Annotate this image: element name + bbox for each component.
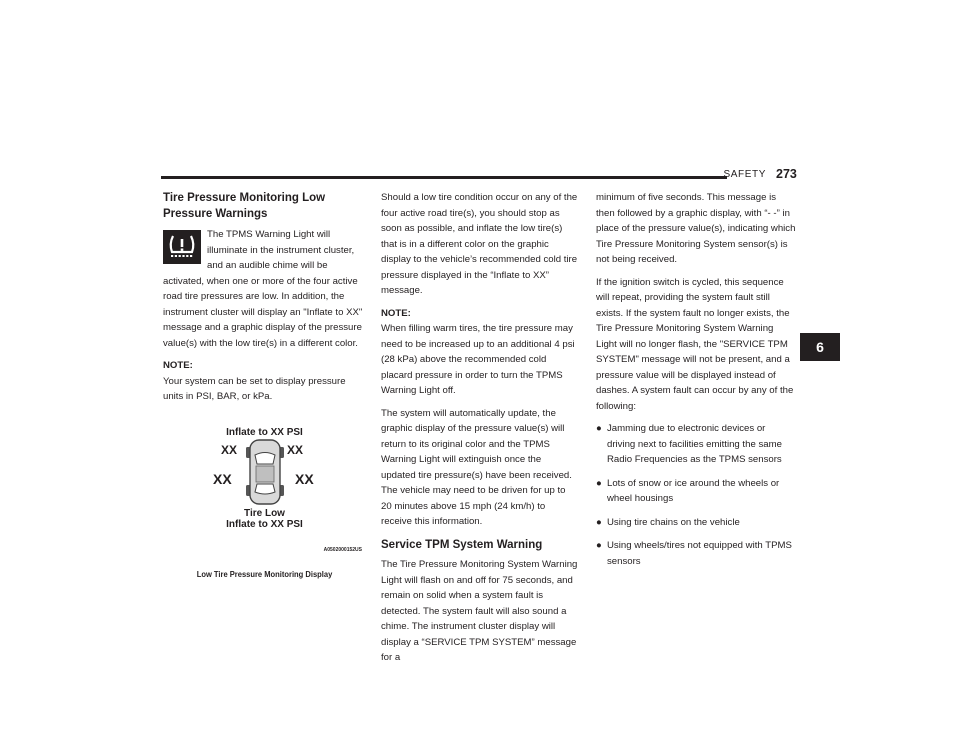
front-left-value: XX bbox=[221, 442, 238, 457]
list-item: ● Using tire chains on the vehicle bbox=[596, 515, 796, 531]
bullet-icon: ● bbox=[596, 423, 602, 434]
note-units bbox=[163, 358, 366, 405]
note-label: NOTE: bbox=[163, 360, 193, 371]
bullet-icon: ● bbox=[596, 540, 602, 551]
note-text: Your system can be set to display pressure units in PSI, BAR, or kPa. bbox=[163, 375, 346, 402]
list-item: ● Lots of snow or ice around the wheels or wheel housings bbox=[596, 477, 780, 504]
figure-caption: Low Tire Pressure Monitoring Display bbox=[196, 568, 333, 579]
paragraph-ignition-cycle: If the ignition switch is cycled, this sequence will repeat, providing the system fault still exists. If the system fault no longer exists, the Tire Pressure Monitoring System Warning Light will no longer flash, the "SERVICE TPM SYSTEM" message will not be present, and a pressure value will be displayed instead of dashes. A system fault can occur by any of the following: bbox=[596, 276, 794, 412]
paragraph-low-tire-condition: Should a low tire condition occur on any of the four active road tire(s), you should stop as soon as possible, and inflate the low tire(s) that is in a different color on the graphic display to the vehicle’s recommended cold tire pressure displayed in the “Inflate to XX” message. bbox=[381, 192, 578, 296]
page-number: 273 bbox=[776, 167, 797, 181]
column-2 bbox=[381, 190, 578, 673]
header-rule bbox=[161, 176, 727, 179]
note-text: When filling warm tires, the tire pressure may need to be increased up to an additional 4 psi (28 kPa) above the recommended cold placard pressure in order to turn the TPMS Warning Light off. bbox=[381, 323, 575, 396]
bullet-icon: ● bbox=[596, 477, 602, 489]
section-title: SAFETY bbox=[723, 169, 766, 180]
chapter-tab: 6 bbox=[800, 333, 840, 361]
list-item: ● Using wheels/tires not equipped with TPMS sensors bbox=[596, 540, 792, 567]
system-fault-list bbox=[596, 421, 796, 569]
front-right-value: XX bbox=[287, 442, 304, 457]
figure-top-label: Inflate to XX PSI bbox=[226, 426, 303, 438]
low-tire-pressure-display-figure bbox=[163, 415, 366, 565]
note-warm-tires bbox=[381, 306, 578, 399]
bullet-icon: ● bbox=[596, 516, 602, 528]
column-1 bbox=[163, 190, 366, 582]
column-3 bbox=[596, 190, 796, 577]
figure-code: A0502000152US bbox=[323, 547, 362, 553]
figure-bottom-label-1: Tire Low bbox=[244, 507, 285, 519]
paragraph-intro: The TPMS Warning Light will illuminate in the instrument cluster, and an audible chime will be activated, when one or more of the four active road tire pressures are low. In addition, the instrument cluster will display an "Inflate to XX" message and a graphic display of the pressure value(s) with the low tire(s) in a different color. bbox=[163, 229, 363, 349]
tpms-warning-icon bbox=[163, 230, 201, 264]
paragraph-auto-update: The system will automatically update, the graphic display of the pressure value(s) will return to its original color and the TPMS Warning Light will extinguish once the updated tire pressure(s) have been received. The vehicle may need to be driven for up to 20 minutes above 15 mph (24 km/h) to receive this information. bbox=[381, 407, 572, 527]
note-label: NOTE: bbox=[381, 307, 411, 319]
paragraph-minimum-five-seconds: minimum of five seconds. This message is then followed by a graphic display, with “- -” in place of the pressure value(s), indicating which Tire Pressure Monitoring System sensor(s) is not being received. bbox=[596, 192, 796, 265]
rear-right-value: XX bbox=[295, 470, 314, 487]
paragraph-service-warning: The Tire Pressure Monitoring System Warning Light will flash on and off for 75 seconds, and remain on solid when a system fault is detected. The system fault will also sound a chime. The instrument cluster display will display a “SERVICE TPM SYSTEM” message for a bbox=[381, 559, 578, 663]
list-item: ● Jamming due to electronic devices or driving next to facilities emitting the same Radio Frequencies as the TPMS sensors bbox=[596, 423, 782, 465]
rear-left-value: XX bbox=[213, 470, 232, 487]
figure-bottom-label-2: Inflate to XX PSI bbox=[226, 518, 303, 530]
vehicle-top-view-icon bbox=[245, 439, 285, 505]
heading-low-pressure-warnings: Tire Pressure Monitoring Low Pressure Warnings bbox=[163, 192, 326, 220]
heading-service-tpm: Service TPM System Warning bbox=[381, 538, 543, 551]
